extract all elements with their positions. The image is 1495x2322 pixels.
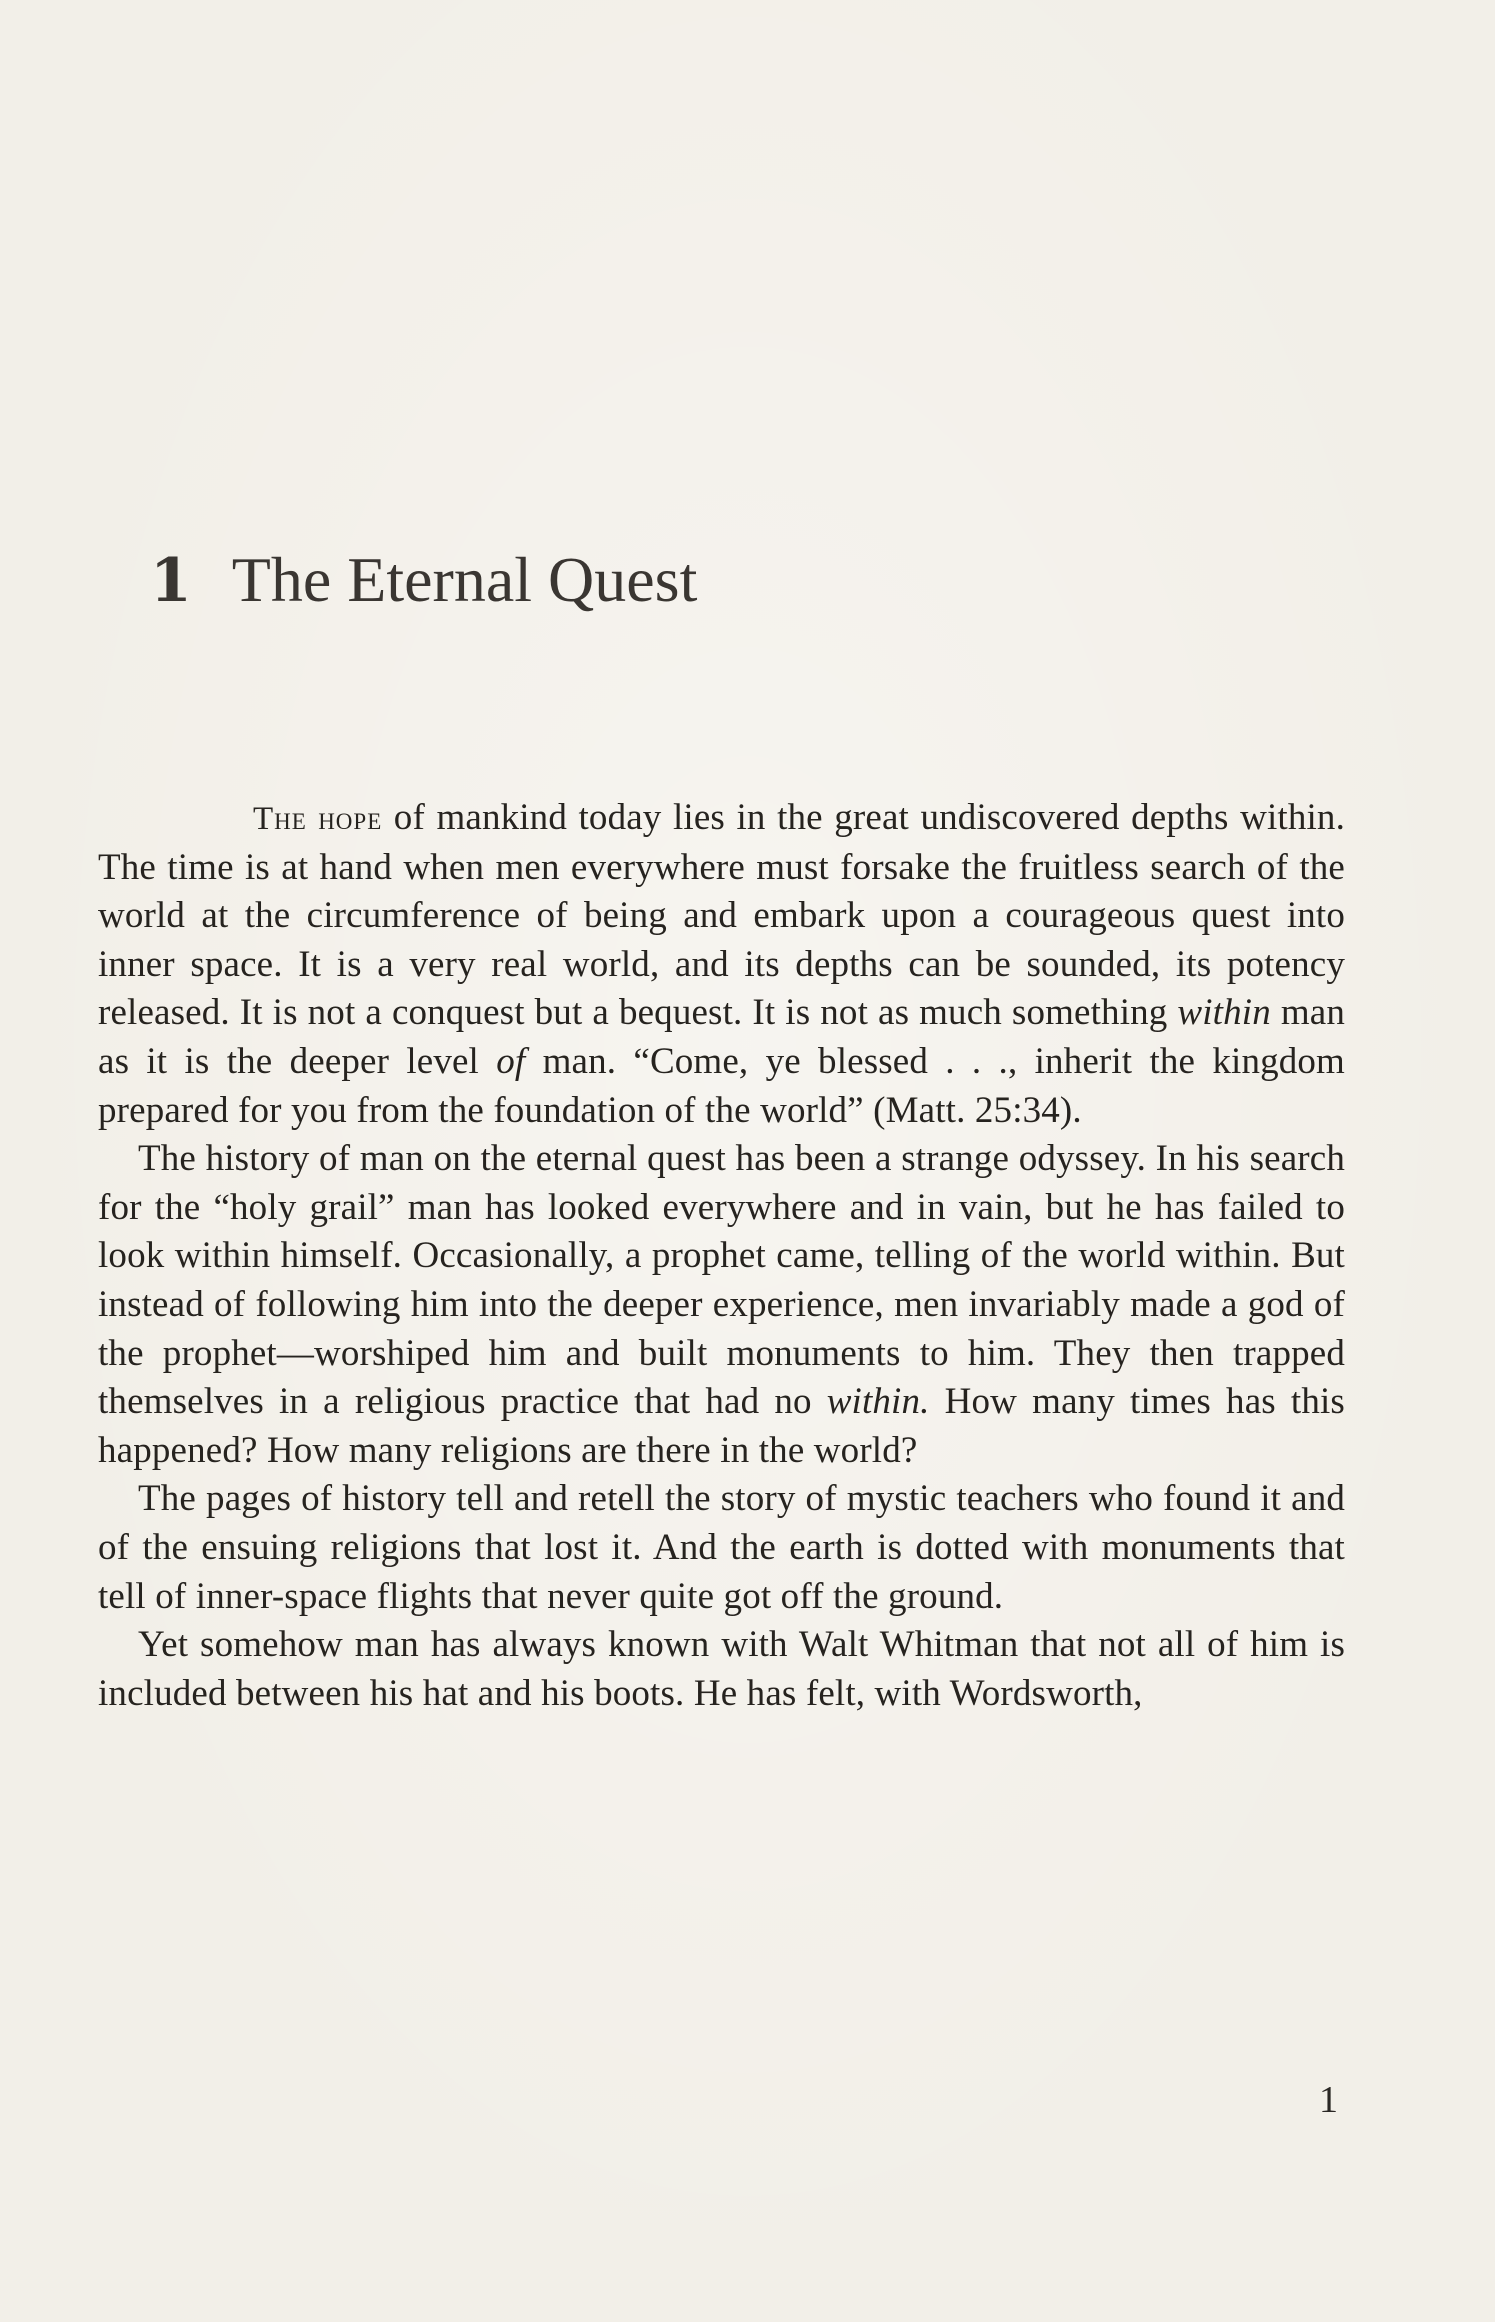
paragraph-4: Yet somehow man has always known with Walt Whitman that not all of him is included between his hat and his boots. He has felt, with Wordsworth, <box>98 1624 1345 1714</box>
emphasis-within: within <box>1177 992 1271 1034</box>
paragraph-1-text-b: man as it is the deeper level <box>98 992 1345 1082</box>
paragraph-1-text-a: of mankind today lies in the great undiscovered depths within. The time is at hand when men everywhere must forsake the fruitless search of the world at the circumference of being and embark upon a courageous quest into inner space. It is a very real world, and its depths can be sounded, its potency released. It is not a conquest but a bequest. It is not as much something <box>98 797 1345 1034</box>
paragraph-2-text-b: How many times has this happened? How many religions are there in the world? <box>98 1381 1345 1471</box>
paragraph-3: The pages of history tell and retell the story of mystic teachers who found it and of the ensuing religions that lost it. And the earth is dotted with monuments that tell of inner-space flights that never quite got off the ground. <box>98 1478 1345 1617</box>
paragraph-1 <box>98 794 1345 1135</box>
paragraph-2 <box>98 1135 1345 1475</box>
body-text <box>98 794 1345 1718</box>
paragraph-2-text-a: The history of man on the eternal quest has been a strange odyssey. In his search for the “holy grail” man has looked everywhere and in vain, but he has failed to look within himself. Occasionally, a prophet came, telling of the world within. But instead of following him into the deeper experience, men invariably made a god of the prophet—worshiped him and built monuments to him. They then trapped themselves in a religious practice that had no <box>98 1138 1345 1423</box>
emphasis-within-2: within. <box>826 1381 930 1423</box>
page-number: 1 <box>1319 2079 1338 2121</box>
lead-in-smallcaps: The hope <box>253 801 383 837</box>
paragraph-1-text-c: man. “Come, ye blessed . . ., inherit the kingdom prepared for you from the foundation of the world” (Matt. 25:34). <box>98 1040 1345 1131</box>
emphasis-of: of <box>496 1040 526 1082</box>
chapter-title: The Eternal Quest <box>231 544 698 615</box>
chapter-heading <box>150 544 698 616</box>
chapter-number: 1 <box>150 546 192 616</box>
